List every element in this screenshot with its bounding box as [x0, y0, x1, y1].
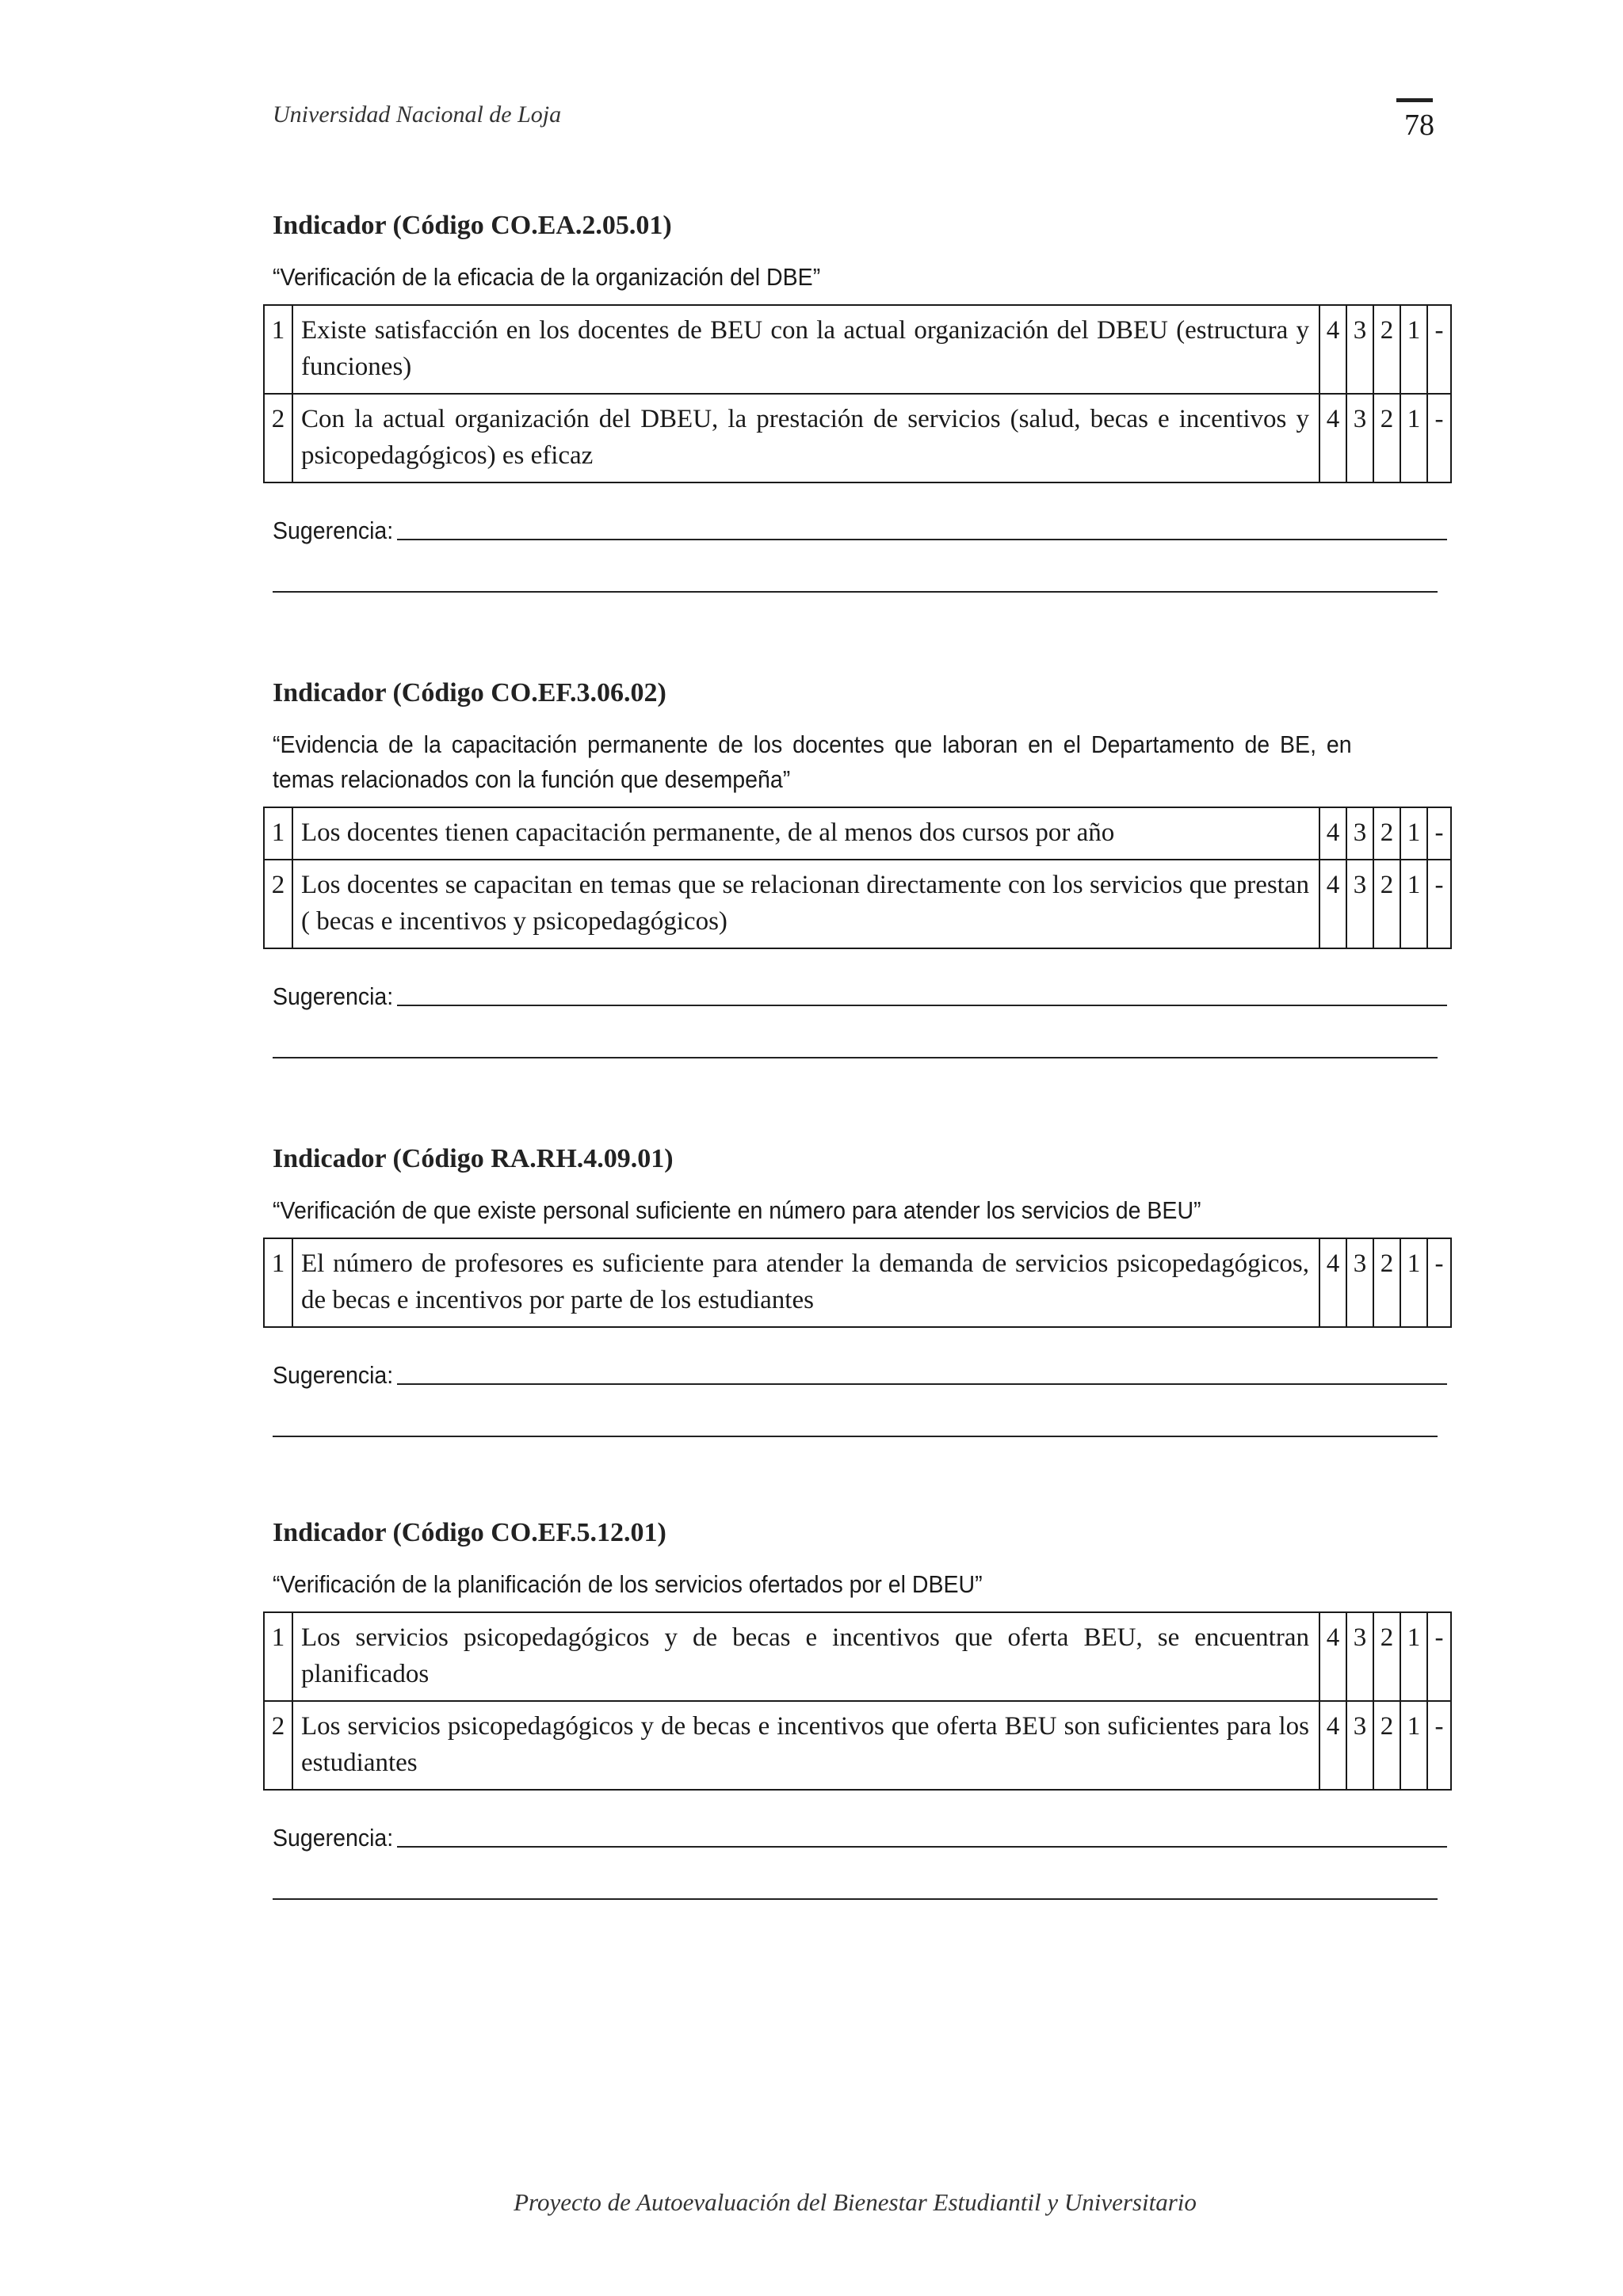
item-number: 1 [264, 807, 292, 860]
score-4[interactable]: 4 [1319, 807, 1346, 860]
score-3[interactable]: 3 [1346, 1238, 1373, 1327]
indicator-section-2 [263, 675, 1452, 1058]
indicator-section-4 [263, 1515, 1452, 1900]
score-1[interactable]: 1 [1400, 394, 1427, 482]
score-2[interactable]: 2 [1373, 305, 1400, 394]
indicator-description: “Verificación de la planificación de los servicios ofertados por el DBEU” [273, 1570, 983, 1598]
score-4[interactable]: 4 [1319, 305, 1346, 394]
score-4[interactable]: 4 [1319, 860, 1346, 948]
indicator-title: Indicador (Código CO.EF.5.12.01) [273, 1518, 666, 1547]
rating-table [263, 304, 1452, 483]
rating-table [263, 1611, 1452, 1791]
score-2[interactable]: 2 [1373, 1612, 1400, 1701]
score-3[interactable]: 3 [1346, 305, 1373, 394]
item-number: 2 [264, 860, 292, 948]
item-number: 1 [264, 1612, 292, 1701]
page-footer: Proyecto de Autoevaluación del Bienestar Estudiantil y Universitario [514, 2188, 1197, 2216]
score-2[interactable]: 2 [1373, 807, 1400, 860]
score-4[interactable]: 4 [1319, 394, 1346, 482]
item-text: Los docentes tienen capacitación permanente, de al menos dos cursos por año [292, 807, 1319, 860]
score-1[interactable]: 1 [1400, 1612, 1427, 1701]
item-text: Existe satisfacción en los docentes de BEU con la actual organización del DBEU (estructura y funciones) [292, 305, 1319, 394]
table-row [264, 1701, 1451, 1790]
suggestion-field[interactable] [273, 1822, 1447, 1852]
suggestion-line[interactable] [397, 1822, 1447, 1848]
indicator-title: Indicador (Código RA.RH.4.09.01) [273, 1144, 674, 1173]
item-text: Los servicios psicopedagógicos y de becas e incentivos que oferta BEU son suficientes para los estudiantes [292, 1701, 1319, 1790]
score-none[interactable]: - [1427, 860, 1451, 948]
score-3[interactable]: 3 [1346, 860, 1373, 948]
suggestion-field[interactable] [273, 1360, 1447, 1390]
score-4[interactable]: 4 [1319, 1238, 1346, 1327]
item-text: Los docentes se capacitan en temas que se relacionan directamente con los servicios que prestan ( becas e incentivos y psicopedagógicos) [292, 860, 1319, 948]
item-text: Los servicios psicopedagógicos y de becas e incentivos que oferta BEU, se encuentran planificados [292, 1612, 1319, 1701]
indicator-description: “Verificación de que existe personal suficiente en número para atender los servicios de BEU” [273, 1196, 1201, 1224]
score-3[interactable]: 3 [1346, 394, 1373, 482]
suggestion-line[interactable] [397, 1360, 1447, 1385]
suggestion-line[interactable] [397, 515, 1447, 540]
suggestion-field[interactable] [273, 981, 1447, 1011]
suggestion-line-2[interactable] [273, 1057, 1438, 1058]
score-1[interactable]: 1 [1400, 807, 1427, 860]
table-row [264, 305, 1451, 394]
item-text: El número de profesores es suficiente para atender la demanda de servicios psicopedagógicos, de becas e incentivos por parte de los estudiantes [292, 1238, 1319, 1327]
score-3[interactable]: 3 [1346, 807, 1373, 860]
rating-table [263, 807, 1452, 949]
suggestion-line-2[interactable] [273, 1898, 1438, 1900]
suggestion-line-2[interactable] [273, 1436, 1438, 1437]
score-4[interactable]: 4 [1319, 1612, 1346, 1701]
item-number: 1 [264, 1238, 292, 1327]
score-3[interactable]: 3 [1346, 1701, 1373, 1790]
running-header: Universidad Nacional de Loja [273, 101, 562, 128]
table-row [264, 807, 1451, 860]
indicator-description: “Verificación de la eficacia de la organización del DBE” [273, 263, 821, 291]
suggestion-label: Sugerencia: [273, 1824, 394, 1852]
score-3[interactable]: 3 [1346, 1612, 1373, 1701]
table-row [264, 1612, 1451, 1701]
suggestion-label: Sugerencia: [273, 1361, 394, 1389]
indicator-section-1 [263, 208, 1452, 593]
score-1[interactable]: 1 [1400, 1701, 1427, 1790]
suggestion-field[interactable] [273, 515, 1447, 545]
score-2[interactable]: 2 [1373, 394, 1400, 482]
score-2[interactable]: 2 [1373, 1701, 1400, 1790]
score-none[interactable]: - [1427, 394, 1451, 482]
item-text: Con la actual organización del DBEU, la prestación de servicios (salud, becas e incentivos y psicopedagógicos) es eficaz [292, 394, 1319, 482]
indicator-title: Indicador (Código CO.EF.3.06.02) [273, 678, 666, 707]
score-none[interactable]: - [1427, 1701, 1451, 1790]
table-row [264, 394, 1451, 482]
table-row [264, 860, 1451, 948]
score-none[interactable]: - [1427, 1612, 1451, 1701]
indicator-title: Indicador (Código CO.EA.2.05.01) [273, 211, 672, 240]
page-number-rule [1396, 98, 1433, 102]
score-2[interactable]: 2 [1373, 860, 1400, 948]
score-none[interactable]: - [1427, 1238, 1451, 1327]
score-none[interactable]: - [1427, 305, 1451, 394]
item-number: 1 [264, 305, 292, 394]
indicator-description: “Evidencia de la capacitación permanente de los docentes que laboran en el Departamento de BE, en temas relacionados con la función que desempeña” [273, 730, 1352, 793]
score-1[interactable]: 1 [1400, 305, 1427, 394]
rating-table [263, 1238, 1452, 1328]
score-4[interactable]: 4 [1319, 1701, 1346, 1790]
suggestion-line-2[interactable] [273, 591, 1438, 593]
score-none[interactable]: - [1427, 807, 1451, 860]
page-number: 78 [1404, 109, 1434, 142]
suggestion-line[interactable] [397, 981, 1447, 1006]
item-number: 2 [264, 1701, 292, 1790]
score-1[interactable]: 1 [1400, 1238, 1427, 1327]
score-2[interactable]: 2 [1373, 1238, 1400, 1327]
item-number: 2 [264, 394, 292, 482]
score-1[interactable]: 1 [1400, 860, 1427, 948]
suggestion-label: Sugerencia: [273, 517, 394, 544]
suggestion-label: Sugerencia: [273, 982, 394, 1010]
table-row [264, 1238, 1451, 1327]
indicator-section-3 [263, 1141, 1452, 1437]
